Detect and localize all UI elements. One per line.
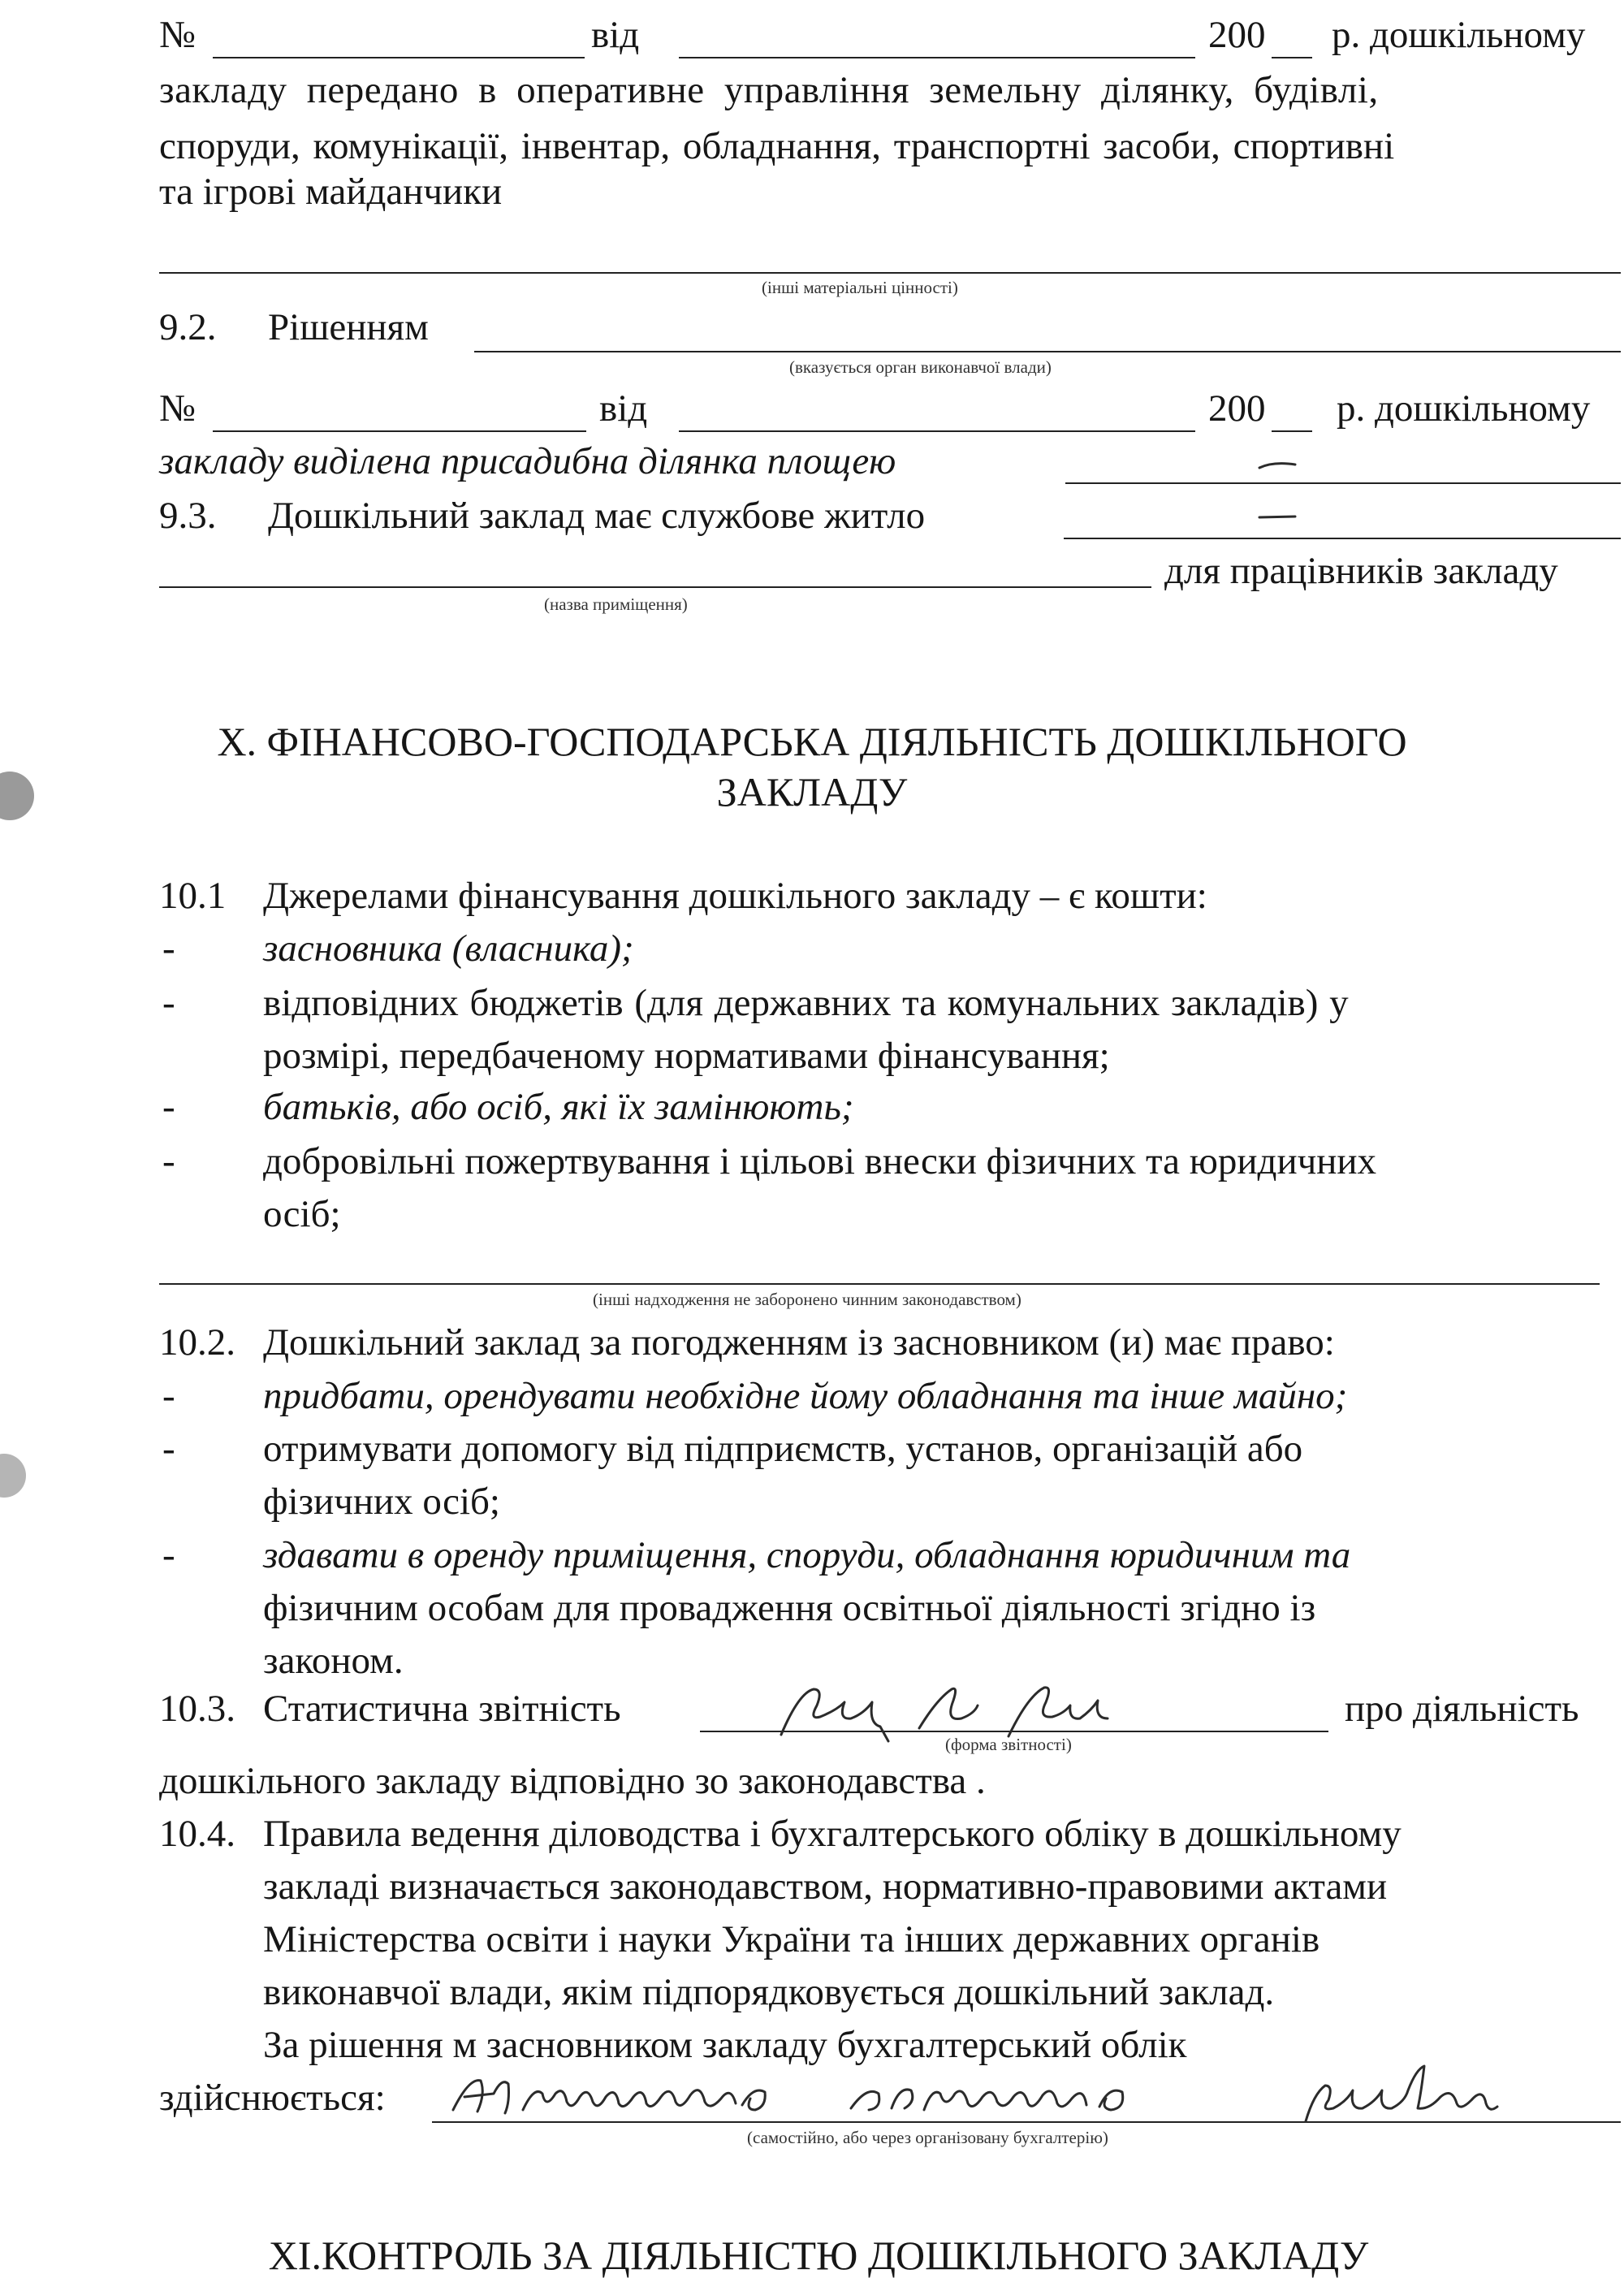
year-prefix: 200	[1208, 14, 1266, 56]
clause-number: 10.3.	[159, 1688, 235, 1730]
year-tail: р. дошкільному	[1332, 14, 1586, 56]
vid-word: від	[599, 387, 648, 430]
blank-year	[1272, 430, 1312, 432]
blank-authority	[474, 351, 1621, 352]
section-heading: X. ФІНАНСОВО-ГОСПОДАРСЬКА ДІЯЛЬНІСТЬ ДОШКІЛЬНОГО	[217, 719, 1407, 764]
bullet-text: осіб;	[263, 1193, 341, 1235]
bullet-text: батьків, або осіб, які їх замінюють;	[263, 1086, 854, 1128]
bullet-text: засновника (власника);	[263, 927, 634, 970]
clause-text: Статистична звітність	[263, 1688, 621, 1730]
clause-number: 10.1	[159, 875, 227, 917]
no-sign: №	[159, 387, 196, 430]
text-line: споруди, комунікації, інвентар, обладнання, транспортні засоби, спортивні	[159, 125, 1395, 167]
blank-date	[679, 57, 1195, 58]
clause-text: Дошкільний заклад має службове житло	[268, 495, 926, 537]
bullet-text: відповідних бюджетів (для державних та комунальних закладів) у	[263, 982, 1349, 1024]
bullet-dash: -	[162, 982, 175, 1024]
bullet-text: здавати в оренду приміщення, споруди, обладнання юридичним та	[263, 1534, 1351, 1576]
handwritten-dash	[1257, 460, 1298, 471]
bullet-dash: -	[162, 927, 175, 970]
blank-other-income	[159, 1283, 1600, 1285]
section-heading: ЗАКЛАДУ	[716, 769, 908, 815]
text-line: виконавчої влади, якім підпорядковується дошкільний заклад.	[263, 1971, 1275, 2013]
bullet-text: отримувати допомогу від підприємств, установ, організацій або	[263, 1428, 1303, 1470]
blank-date	[679, 430, 1195, 432]
caption-report-form: (форма звітності)	[945, 1735, 1072, 1754]
blank-number	[213, 430, 586, 432]
bullet-text: розмірі, передбаченому нормативами фінансування;	[263, 1035, 1110, 1077]
bullet-dash: -	[162, 1375, 175, 1417]
text-line: та ігрові майданчики	[159, 171, 503, 213]
blank-plot-area	[1065, 482, 1621, 484]
vid-word: від	[591, 14, 640, 56]
clause-number: 9.2.	[159, 306, 217, 348]
bullet-dash: -	[162, 1534, 175, 1576]
blank-housing	[1064, 538, 1621, 539]
caption-authority: (вказується орган виконавчої влади)	[789, 357, 1052, 377]
clause-text: Рішенням	[268, 306, 429, 348]
text-line: здійснюється:	[159, 2077, 386, 2119]
bullet-text: законом.	[263, 1640, 404, 1682]
bullet-dash: -	[162, 1428, 175, 1470]
bullet-text: придбати, орендувати необхідне йому обладнання та інше майно;	[263, 1375, 1348, 1417]
year-tail: р. дошкільному	[1337, 387, 1591, 430]
text-line: закладу виділена присадибна ділянка площею	[159, 440, 896, 482]
caption-premises: (назва приміщення)	[544, 594, 688, 614]
text-line: закладу передано в оперативне управління земельну ділянку, будівлі,	[159, 69, 1379, 111]
blank-premises	[159, 586, 1151, 588]
text-line: дошкільного закладу відповідно зо законодавства .	[159, 1760, 986, 1802]
text-line: Правила ведення діловодства і бухгалтерського обліку в дошкільному	[263, 1813, 1402, 1855]
handwritten-accounting-body	[445, 2061, 1501, 2129]
bullet-text: фізичних осіб;	[263, 1480, 500, 1523]
caption-other-income: (інші надходження не заборонено чинним законодавством)	[593, 1290, 1021, 1309]
bullet-dash: -	[162, 1086, 175, 1128]
handwritten-dash	[1257, 510, 1298, 518]
text-line: для працівників закладу	[1164, 550, 1558, 592]
text-line: закладі визначається законодавством, нормативно-правовими актами	[263, 1865, 1388, 1908]
text-line: За рішення м засновником закладу бухгалтерський облік	[263, 2024, 1187, 2066]
year-prefix: 200	[1208, 387, 1266, 430]
text-line: Міністерства освіти і науки України та інших державних органів	[263, 1918, 1320, 1960]
clause-text: Джерелами фінансування дошкільного закладу – є кошти:	[263, 875, 1207, 917]
caption-accounting: (самостійно, або через організовану бухгалтерію)	[747, 2128, 1108, 2147]
bullet-text: добровільні пожертвування і цільові внески фізичних та юридичних	[263, 1140, 1377, 1182]
clause-text: Дошкільний заклад за погодженням із засновником (и) має право:	[263, 1321, 1335, 1364]
clause-number: 10.2.	[159, 1321, 235, 1364]
blank-other-values	[159, 272, 1621, 274]
section-heading: XI.КОНТРОЛЬ ЗА ДІЯЛЬНІСТЮ ДОШКІЛЬНОГО ЗАКЛАДУ	[268, 2233, 1369, 2278]
blank-year	[1272, 57, 1312, 58]
blank-number	[213, 57, 585, 58]
bullet-dash: -	[162, 1140, 175, 1182]
punch-hole-bottom	[0, 1454, 26, 1498]
bullet-text: фізичним особам для провадження освітньої діяльності згідно із	[263, 1587, 1316, 1629]
clause-text: про діяльність	[1345, 1688, 1579, 1730]
clause-number: 10.4.	[159, 1813, 235, 1855]
no-sign: №	[159, 14, 196, 56]
clause-number: 9.3.	[159, 495, 217, 537]
caption-other-values: (інші матеріальні цінності)	[762, 278, 958, 297]
